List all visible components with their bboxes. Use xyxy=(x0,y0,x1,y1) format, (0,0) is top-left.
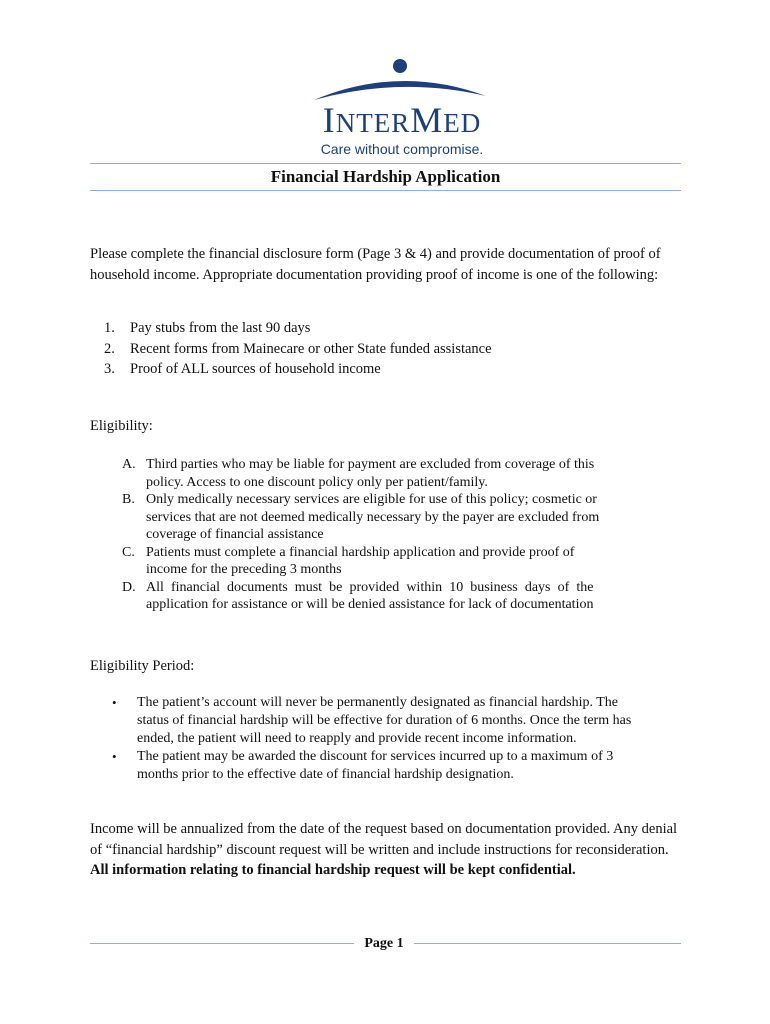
list-item: 2. Recent forms from Mainecare or other State funded assistance xyxy=(104,340,492,357)
bullet-icon: • xyxy=(112,695,117,710)
proof-list xyxy=(104,318,664,380)
eligibility-period-list xyxy=(112,694,672,784)
logo-tagline: Care without compromise. xyxy=(320,141,484,157)
page-number: Page 1 xyxy=(364,936,404,951)
bullet-icon: • xyxy=(112,749,117,764)
list-item: D. All financial documents must be provided within 10 business days of the application for assistance or will be denied assistance for lack of documentation xyxy=(122,579,594,612)
intermed-logo xyxy=(300,56,500,160)
list-item: • The patient may be awarded the discount for services incurred up to a maximum of 3 months prior to the effective date of financial hardship designation. xyxy=(112,749,614,782)
closing-paragraph: Income will be annualized from the date of the request based on documentation provided. Any denial of “financial hardship” discount request will be written and include instructions for reconsideration. All information relating to financial hardship request will be kept confidential. xyxy=(90,821,678,878)
list-item: A. Third parties who may be liable for payment are excluded from coverage of this policy. Access to one discount policy only per patient/family. xyxy=(122,457,595,490)
list-item: C. Patients must complete a financial hardship application and provide proof of income for the preceding 3 months xyxy=(122,544,575,577)
confidential-notice: All information relating to financial hardship request will be kept confidential. xyxy=(90,862,576,878)
list-item: • The patient’s account will never be permanently designated as financial hardship. The status of financial hardship will be effective for duration of 6 months. Once the term has ended, the patient will need to reapply and provide recent income information. xyxy=(112,695,632,746)
document-title: Financial Hardship Application xyxy=(90,163,681,191)
list-item: B. Only medically necessary services are eligible for use of this policy; cosmetic or services that are not deemed medically necessary by the payer are excluded from coverage of financial assistance xyxy=(122,492,600,542)
footer-rule-right xyxy=(414,943,681,944)
eligibility-list xyxy=(122,456,652,614)
footer-rule-left xyxy=(90,943,354,944)
logo-wordmark: INTERMED xyxy=(322,100,482,140)
list-item: 1. Pay stubs from the last 90 days xyxy=(104,320,311,336)
eligibility-period-heading: Eligibility Period: xyxy=(90,658,195,674)
list-item: 3. Proof of ALL sources of household income xyxy=(104,361,381,377)
eligibility-heading: Eligibility: xyxy=(90,418,153,434)
intro-paragraph: Please complete the financial disclosure form (Page 3 & 4) and provide documentation of proof of household income. Appropriate documentation providing proof of income is one of the following: xyxy=(90,246,661,283)
